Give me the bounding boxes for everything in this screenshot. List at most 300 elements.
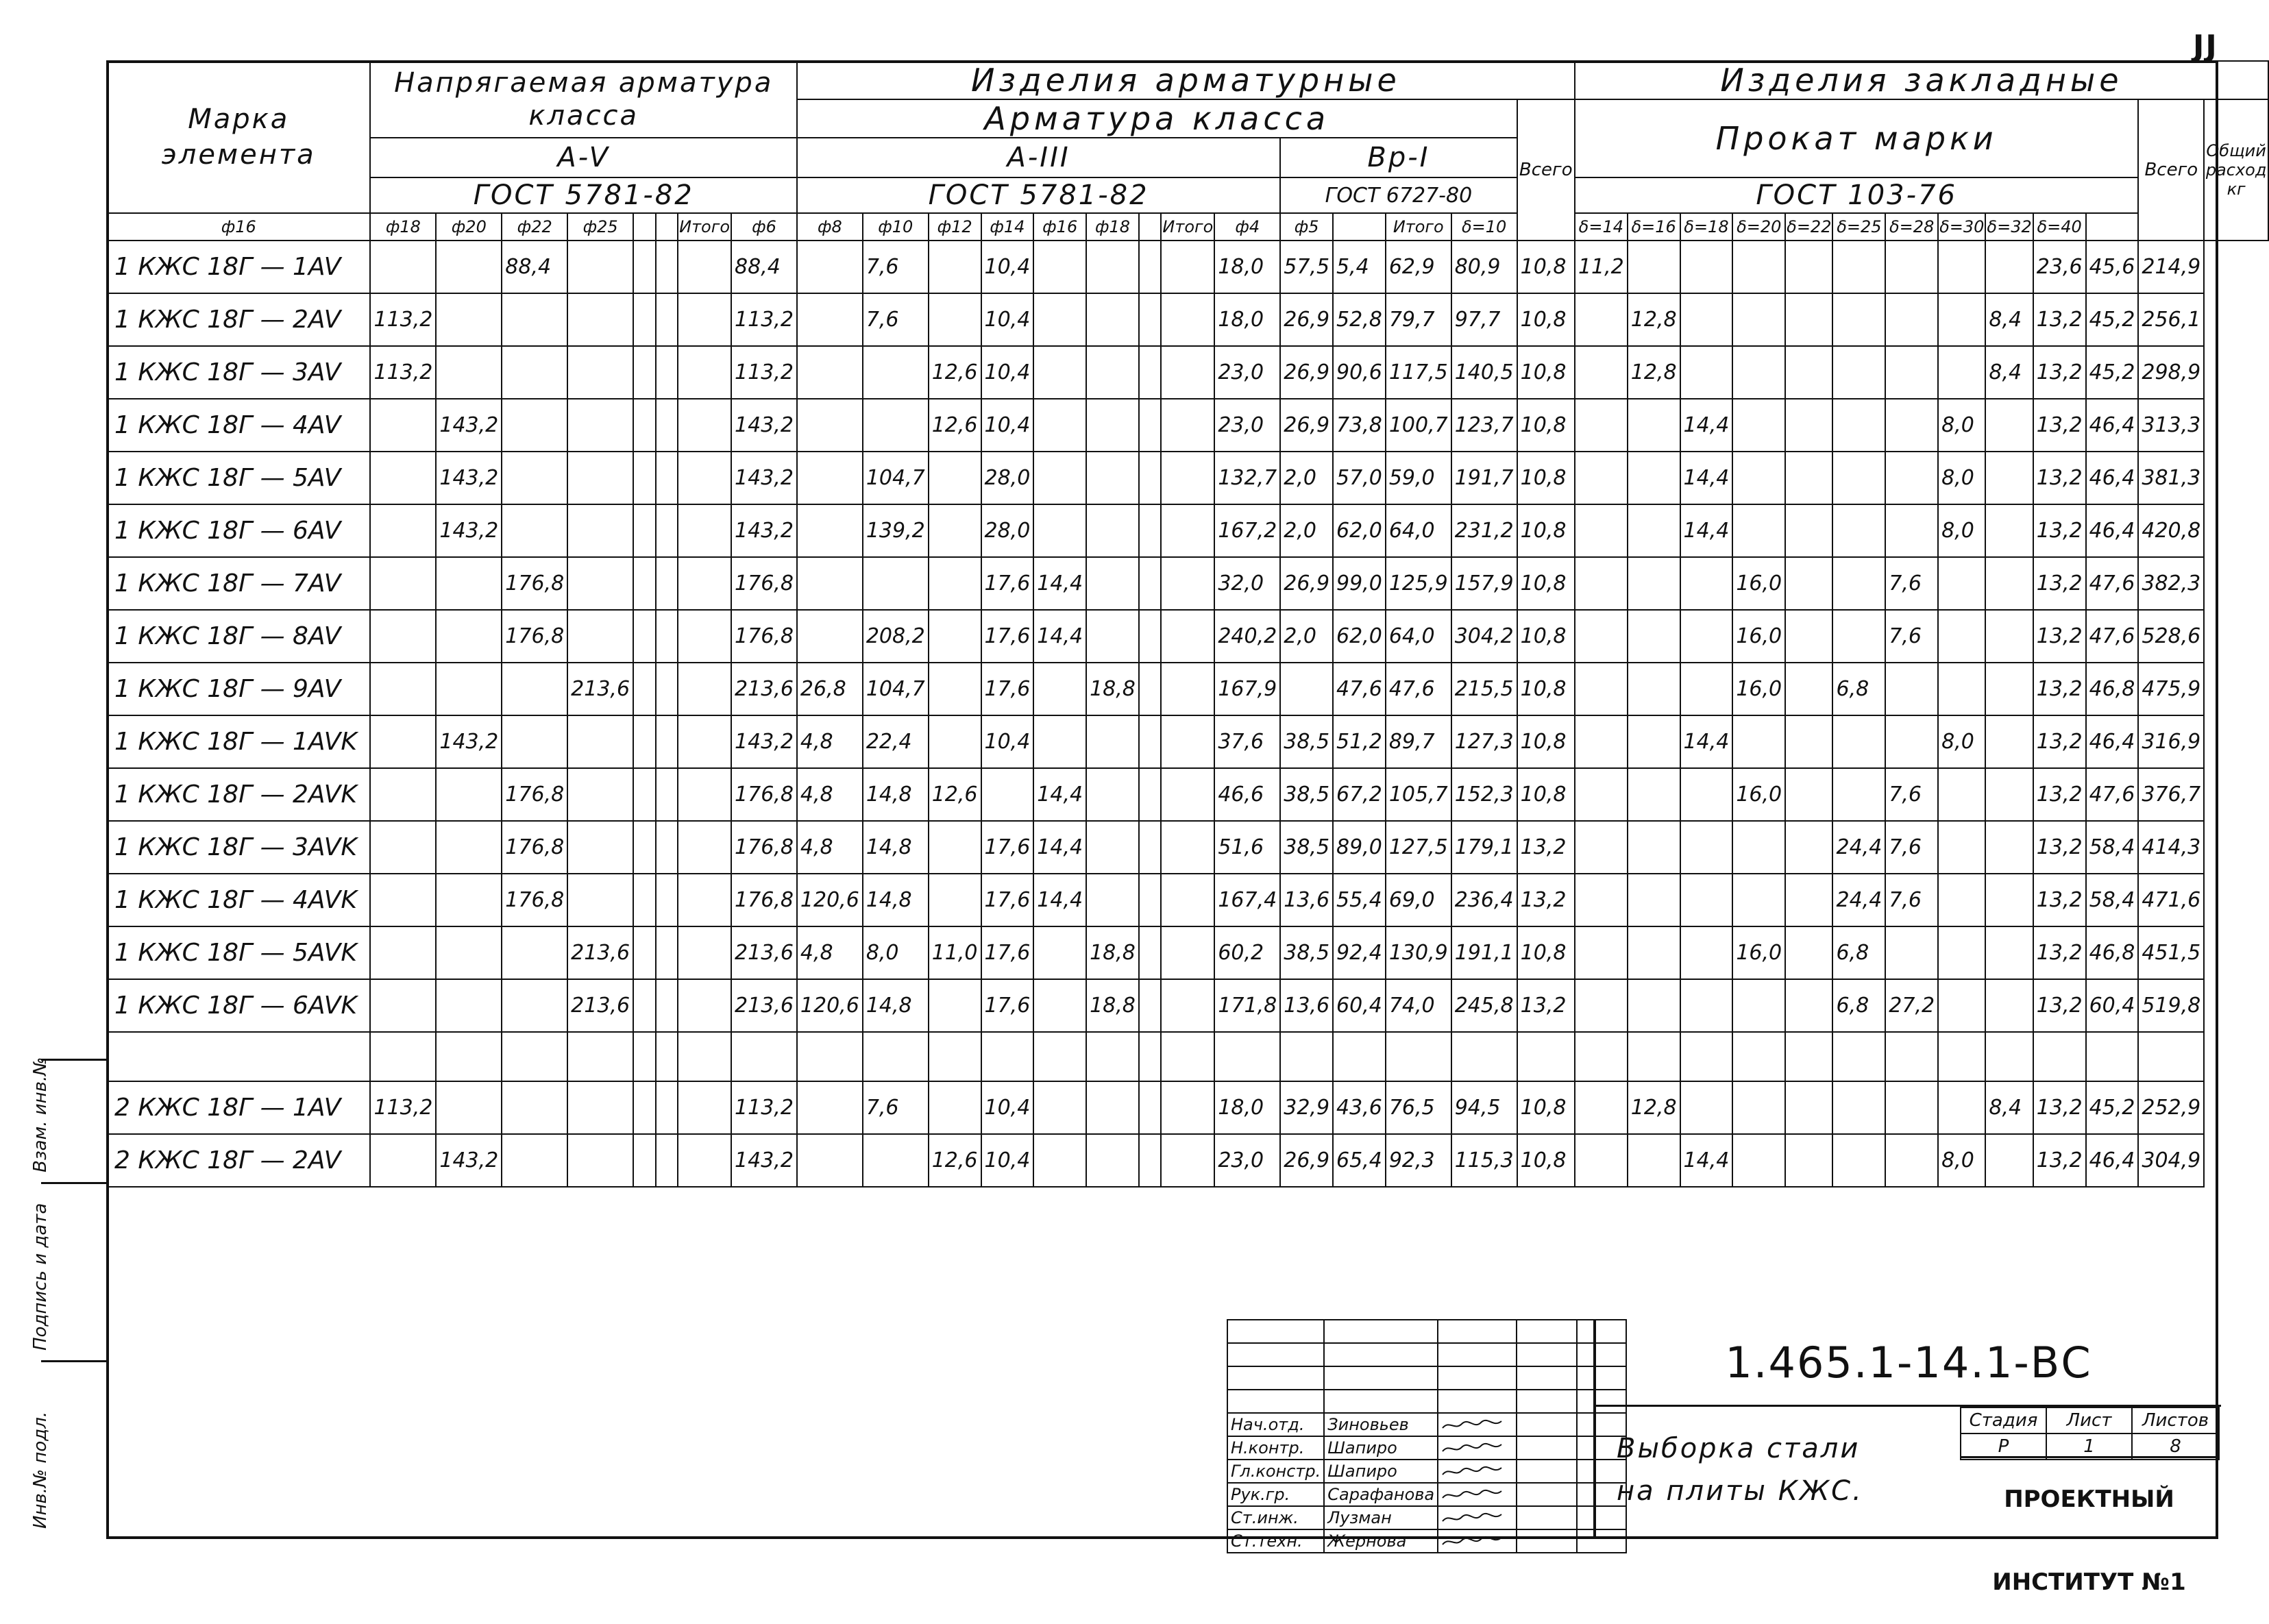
value-cell: 88,4 [731,241,797,293]
signature-scribble [1441,1418,1503,1432]
value-cell: 13,2 [2033,821,2086,874]
value-cell: 14,4 [1033,874,1086,926]
value-cell: 57,5 [1280,241,1333,293]
value-cell [633,557,656,610]
reinf-products-header: Изделия арматурные [797,61,1575,99]
value-cell [1033,293,1086,346]
value-cell [1086,399,1139,452]
replace-inv-cell: Взам. инв.№ [41,1059,106,1182]
value-cell: 45,2 [2086,293,2139,346]
value-cell [929,293,981,346]
value-cell [929,821,981,874]
value-cell: 132,7 [1214,452,1280,504]
value-cell: 152,3 [1451,768,1517,821]
value-cell: 10,4 [981,1081,1034,1134]
signer-name: Сарафанова [1324,1483,1438,1506]
table-row [107,663,2268,715]
value-cell: 13,2 [2033,610,2086,663]
value-cell [436,241,502,293]
value-cell: 27,2 [1885,979,1938,1032]
value-cell: 252,9 [2138,1081,2204,1134]
diameter-vri-1: ф5 [1280,213,1333,241]
value-cell: 52,8 [1333,293,1386,346]
value-cell [502,1032,567,1081]
value-cell: 64,0 [1386,610,1451,663]
value-cell [678,1032,731,1081]
value-cell [1832,399,1885,452]
value-cell: 213,6 [731,979,797,1032]
subtotal-vri-header: Итого [1386,213,1451,241]
value-cell: 89,7 [1386,715,1451,768]
value-cell: 179,1 [1451,821,1517,874]
value-cell [1161,1134,1214,1187]
value-cell [1832,610,1885,663]
value-cell [1680,874,1733,926]
reinf-class-header: Арматура класса [797,99,1517,138]
embedded-header: Изделия закладные [1575,61,2268,99]
value-cell [656,979,678,1032]
value-cell [1280,663,1333,715]
value-cell [929,1081,981,1134]
value-cell: 99,0 [1333,557,1386,610]
value-cell: 45,6 [2086,241,2139,293]
value-cell [633,610,656,663]
value-cell: 89,0 [1333,821,1386,874]
signer-role: Нач.отд. [1227,1413,1324,1436]
value-cell [1086,452,1139,504]
value-cell [1938,241,1985,293]
value-cell: 60,4 [2086,979,2139,1032]
value-cell: 213,6 [731,663,797,715]
value-cell: 125,9 [1386,557,1451,610]
value-cell [863,557,929,610]
value-cell: 215,5 [1451,663,1517,715]
value-cell [929,610,981,663]
value-cell: 7,6 [1885,821,1938,874]
value-cell: 14,8 [863,979,929,1032]
value-cell [370,504,436,557]
element-mark: 1 КЖС 18Г — 7AV [107,557,370,610]
value-cell: 113,2 [370,293,436,346]
gost-rolled: ГОСТ 103-76 [1575,177,2138,213]
value-cell [678,557,731,610]
table-row [107,399,2268,452]
stage-label: Стадия [1961,1407,2046,1434]
value-cell [797,1081,863,1134]
value-cell [2138,1032,2204,1081]
value-cell [1885,1032,1938,1081]
value-cell: 117,5 [1386,346,1451,399]
value-cell: 316,9 [2138,715,2204,768]
element-mark: 1 КЖС 18Г — 6AV [107,504,370,557]
thickness-10: δ=40 [2033,213,2086,241]
value-cell: 176,8 [502,821,567,874]
value-cell: 18,0 [1214,293,1280,346]
thickness-6: δ=25 [1832,213,1885,241]
value-cell [1139,1032,1162,1081]
value-cell [1985,504,2033,557]
prestressed-header: Напрягаемая арматура класса [370,61,796,138]
value-cell [1517,1032,1575,1081]
value-cell [1086,557,1139,610]
value-cell [1628,821,1680,874]
element-mark [107,1032,370,1081]
value-cell [567,1134,633,1187]
value-cell: 13,2 [1517,821,1575,874]
value-cell [863,346,929,399]
value-cell: 140,5 [1451,346,1517,399]
value-cell: 7,6 [1885,557,1938,610]
value-cell: 143,2 [436,1134,502,1187]
value-cell: 14,4 [1680,715,1733,768]
value-cell: 13,2 [1517,979,1575,1032]
value-cell: 14,4 [1680,1134,1733,1187]
element-mark: 1 КЖС 18Г — 1AV [107,241,370,293]
value-cell [1628,979,1680,1032]
value-cell: 17,6 [981,557,1034,610]
value-cell [370,979,436,1032]
diameter-av-4: ф25 [567,213,633,241]
value-cell: 105,7 [1386,768,1451,821]
value-cell [1832,504,1885,557]
value-cell: 24,4 [1832,821,1885,874]
thickness-4: δ=20 [1732,213,1785,241]
value-cell [567,346,633,399]
value-cell [929,715,981,768]
value-cell: 13,2 [2033,1081,2086,1134]
value-cell [1785,452,1832,504]
value-cell: 8,0 [1938,715,1985,768]
value-cell: 313,3 [2138,399,2204,452]
value-cell [1033,346,1086,399]
value-cell: 32,9 [1280,1081,1333,1134]
value-cell [1161,557,1214,610]
value-cell [1938,663,1985,715]
value-cell [929,504,981,557]
value-cell: 62,0 [1333,504,1386,557]
value-cell [633,504,656,557]
value-cell: 4,8 [797,768,863,821]
value-cell [436,926,502,979]
value-cell [863,399,929,452]
value-cell [1086,504,1139,557]
value-cell [567,715,633,768]
table-row [107,926,2268,979]
value-cell [656,293,678,346]
value-cell: 14,4 [1033,610,1086,663]
value-cell: 451,5 [2138,926,2204,979]
value-cell: 14,4 [1680,452,1733,504]
value-cell [929,874,981,926]
value-cell: 4,8 [797,715,863,768]
value-cell: 6,8 [1832,663,1885,715]
value-cell [1033,663,1086,715]
sheet-value: 1 [2046,1434,2132,1460]
value-cell: 213,6 [567,979,633,1032]
value-cell [1732,504,1785,557]
value-cell: 2,0 [1280,504,1333,557]
value-cell: 11,2 [1575,241,1628,293]
value-cell: 13,2 [2033,293,2086,346]
thickness-0: δ=10 [1451,213,1517,241]
signer-name: Лузман [1324,1506,1438,1529]
value-cell: 46,4 [2086,504,2139,557]
value-cell: 46,4 [2086,1134,2139,1187]
value-cell [1033,1134,1086,1187]
element-mark: 1 КЖС 18Г — 4AV [107,399,370,452]
left-stamp-sidebar [30,1057,106,1538]
signature-block [1227,1319,1627,1553]
value-cell: 471,6 [2138,874,2204,926]
value-cell: 14,8 [863,821,929,874]
value-cell: 38,5 [1280,926,1333,979]
value-cell: 13,2 [2033,1134,2086,1187]
value-cell: 17,6 [981,926,1034,979]
value-cell [1785,504,1832,557]
value-cell [678,610,731,663]
table-row [107,293,2268,346]
value-cell: 69,0 [1386,874,1451,926]
value-cell: 8,0 [1938,452,1985,504]
value-cell [1785,1134,1832,1187]
value-cell: 6,8 [1832,979,1885,1032]
value-cell [656,1134,678,1187]
value-cell [1033,926,1086,979]
value-cell [1938,821,1985,874]
value-cell [633,768,656,821]
value-cell [502,663,567,715]
value-cell: 79,7 [1386,293,1451,346]
value-cell [656,715,678,768]
value-cell [1086,610,1139,663]
value-cell [1785,293,1832,346]
element-mark-header: Марка элемента [107,61,370,213]
value-cell [1575,979,1628,1032]
value-cell [1139,715,1162,768]
value-cell: 12,8 [1628,346,1680,399]
signature-scribble [1441,1465,1503,1479]
value-cell [1785,663,1832,715]
value-cell: 143,2 [436,504,502,557]
value-cell: 47,6 [2086,557,2139,610]
value-cell: 16,0 [1732,610,1785,663]
signer-role: Рук.гр. [1227,1483,1324,1506]
value-cell [1139,346,1162,399]
value-cell [633,821,656,874]
value-cell: 231,2 [1451,504,1517,557]
value-cell [436,346,502,399]
value-cell [1832,241,1885,293]
value-cell [633,874,656,926]
thickness-1: δ=14 [1575,213,1628,241]
value-cell [436,874,502,926]
value-cell: 46,8 [2086,663,2139,715]
value-cell [1033,452,1086,504]
value-cell: 16,0 [1732,663,1785,715]
value-cell [1214,1032,1280,1081]
value-cell: 18,8 [1086,926,1139,979]
value-cell: 38,5 [1280,715,1333,768]
value-cell: 123,7 [1451,399,1517,452]
value-cell [1985,610,2033,663]
value-cell [1628,241,1680,293]
value-cell [1628,768,1680,821]
value-cell: 13,2 [1517,874,1575,926]
value-cell: 13,2 [2033,979,2086,1032]
value-cell [678,821,731,874]
value-cell [1785,610,1832,663]
diameter-av-0: ф16 [107,213,370,241]
table-row [107,715,2268,768]
value-cell [1628,452,1680,504]
value-cell [1033,399,1086,452]
value-cell: 143,2 [731,1134,797,1187]
value-cell [1985,979,2033,1032]
value-cell: 37,6 [1214,715,1280,768]
value-cell [633,293,656,346]
date-cell [1517,1529,1577,1553]
value-cell: 113,2 [370,1081,436,1134]
value-cell: 32,0 [1214,557,1280,610]
value-cell [1575,452,1628,504]
value-cell [678,663,731,715]
value-cell [1086,1032,1139,1081]
value-cell [678,926,731,979]
value-cell: 26,9 [1280,399,1333,452]
value-cell [1985,874,2033,926]
value-cell [633,1032,656,1081]
value-cell [1680,1081,1733,1134]
value-cell [1086,715,1139,768]
value-cell [1680,821,1733,874]
signature [1438,1529,1517,1553]
value-cell: 24,4 [1832,874,1885,926]
gost-av: ГОСТ 5781-82 [370,177,796,213]
value-cell: 23,0 [1214,399,1280,452]
value-cell: 13,2 [2033,715,2086,768]
value-cell [656,610,678,663]
value-cell [1139,557,1162,610]
value-cell [370,821,436,874]
value-cell [797,293,863,346]
value-cell [1161,504,1214,557]
value-cell: 127,5 [1386,821,1451,874]
value-cell [567,768,633,821]
value-cell [436,979,502,1032]
value-cell [1885,1081,1938,1134]
value-cell: 113,2 [370,346,436,399]
value-cell: 14,8 [863,874,929,926]
value-cell: 176,8 [731,610,797,663]
value-cell: 176,8 [502,768,567,821]
value-cell [1086,1134,1139,1187]
value-cell: 10,4 [981,346,1034,399]
value-cell [929,1032,981,1081]
value-cell: 2,0 [1280,610,1333,663]
value-cell [2086,1032,2139,1081]
value-cell: 104,7 [863,452,929,504]
value-cell [370,399,436,452]
date-cell [1517,1483,1577,1506]
value-cell: 45,2 [2086,346,2139,399]
signer-role: Ст.техн. [1227,1529,1324,1553]
diameter-av-2: ф20 [436,213,502,241]
value-cell: 12,8 [1628,1081,1680,1134]
value-cell: 304,2 [1451,610,1517,663]
value-cell: 176,8 [502,610,567,663]
thickness-3: δ=18 [1680,213,1733,241]
value-cell [929,663,981,715]
value-cell [678,504,731,557]
table-row [107,504,2268,557]
value-cell: 22,4 [863,715,929,768]
value-cell [1785,557,1832,610]
value-cell: 26,9 [1280,346,1333,399]
value-cell: 67,2 [1333,768,1386,821]
value-cell: 4,8 [797,821,863,874]
value-cell: 47,6 [2086,610,2139,663]
value-cell [370,241,436,293]
sheets-label: Листов [2132,1407,2219,1434]
value-cell: 14,4 [1033,557,1086,610]
value-cell [1161,1032,1214,1081]
value-cell [678,346,731,399]
value-cell [1161,399,1214,452]
value-cell: 143,2 [731,399,797,452]
value-cell [1575,504,1628,557]
element-mark: 2 КЖС 18Г — 2AV [107,1134,370,1187]
element-mark: 2 КЖС 18Г — 1AV [107,1081,370,1134]
value-cell: 120,6 [797,874,863,926]
value-cell: 120,6 [797,979,863,1032]
value-cell: 240,2 [1214,610,1280,663]
signature-row [1227,1413,1626,1436]
value-cell [1985,715,2033,768]
value-cell [1161,610,1214,663]
value-cell [797,452,863,504]
value-cell: 143,2 [436,452,502,504]
value-cell [1885,452,1938,504]
value-cell: 10,4 [981,1134,1034,1187]
value-cell [1732,346,1785,399]
value-cell [656,1032,678,1081]
value-cell: 113,2 [731,1081,797,1134]
value-cell [797,557,863,610]
element-mark: 1 КЖС 18Г — 1AVK [107,715,370,768]
value-cell [567,452,633,504]
value-cell [633,1081,656,1134]
value-cell [1575,1081,1628,1134]
value-cell: 64,0 [1386,504,1451,557]
date-cell [1517,1460,1577,1483]
value-cell: 38,5 [1280,821,1333,874]
value-cell [370,768,436,821]
value-cell [981,768,1034,821]
value-cell [1033,504,1086,557]
value-cell [567,610,633,663]
value-cell: 12,6 [929,399,981,452]
value-cell [1885,504,1938,557]
value-cell [1832,715,1885,768]
value-cell [1628,1032,1680,1081]
value-cell [1885,241,1938,293]
value-cell [1938,768,1985,821]
value-cell [567,874,633,926]
value-cell [633,715,656,768]
value-cell [1732,452,1785,504]
value-cell [370,926,436,979]
value-cell: 298,9 [2138,346,2204,399]
